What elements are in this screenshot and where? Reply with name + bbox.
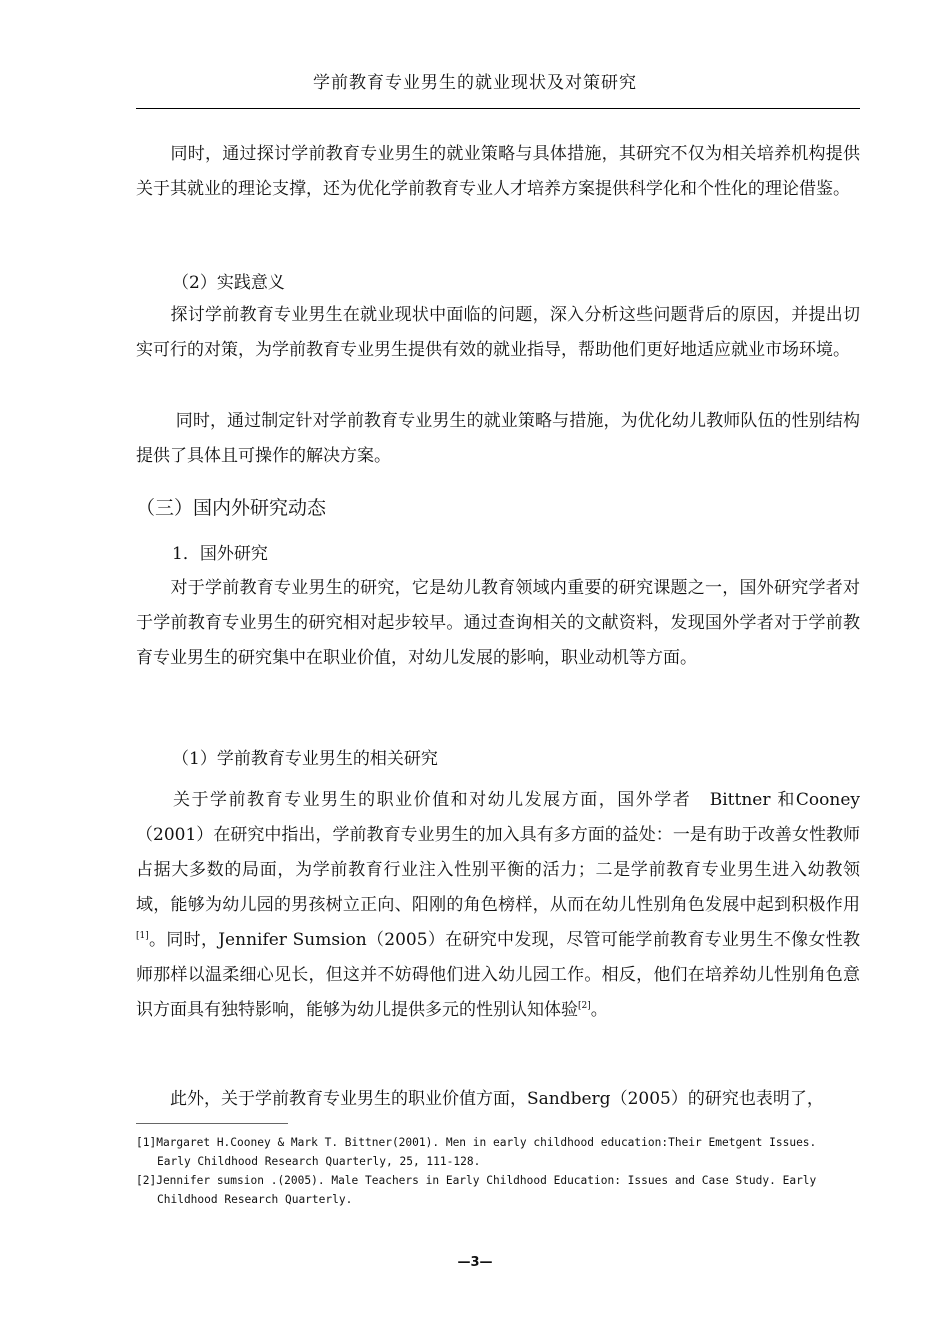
paragraph-foreign-research: 对于学前教育专业男生的研究，它是幼儿教育领域内重要的研究课题之一，国外研究学者对于学前教育专业男生的研究相对起步较早。通过查询相关的文献资料，发现国外学者对于学前教育专业男生的研究集中在职业价值，对幼儿发展的影响，职业动机等方面。 bbox=[136, 578, 860, 668]
footnote-2 bbox=[136, 1171, 862, 1209]
paragraph-practical-problems: 探讨学前教育专业男生在就业现状中面临的问题，深入分析这些问题背后的原因，并提出切实可行的对策，为学前教育专业男生提供有效的就业指导，帮助他们更好地适应就业市场环境。 bbox=[136, 305, 860, 360]
paragraph-career-value bbox=[136, 783, 860, 1028]
footnote-1-line2: Early Childhood Research Quarterly, 25, 111-128. bbox=[157, 1155, 481, 1168]
citation-1: [1] bbox=[136, 931, 149, 941]
footnote-divider bbox=[136, 1123, 288, 1124]
running-header: 学前教育专业男生的就业现状及对策研究 bbox=[313, 73, 637, 93]
paragraph-theory-reference: 同时，通过探讨学前教育专业男生的就业策略与具体措施，其研究不仅为相关培养机构提供关于其就业的理论支撑，还为优化学前教育专业人才培养方案提供科学化和个性化的理论借鉴。 bbox=[136, 144, 860, 199]
citation-2: [2] bbox=[578, 1001, 591, 1011]
heading-foreign-research: 1．国外研究 bbox=[172, 544, 268, 564]
paragraph-sandberg: 此外，关于学前教育专业男生的职业价值方面，Sandberg（2005）的研究也表明了， bbox=[136, 1089, 824, 1109]
page-number: —3— bbox=[457, 1255, 493, 1270]
header-divider bbox=[136, 108, 860, 109]
section-heading-research-trends: （三）国内外研究动态 bbox=[136, 497, 327, 519]
footnote-1-line1: [1]Margaret H.Cooney & Mark T. Bittner(2001). Men in early childhood education:Their Emetgent Issues. bbox=[136, 1136, 817, 1149]
heading-practical-significance: （2）实践意义 bbox=[172, 273, 285, 293]
footnote-2-line1: [2]Jennifer sumsion .(2005). Male Teachers in Early Childhood Education: Issues and Case Study. Early bbox=[136, 1174, 817, 1187]
footnote-1 bbox=[136, 1133, 862, 1171]
career-value-text-a: 关于学前教育专业男生的职业价值和对幼儿发展方面，国外学者 Bittner 和Cooney （2001）在研究中指出，学前教育专业男生的加入具有多方面的益处：一是有助于改善女性教师占据大多数的局面，为学前教育行业注入性别平衡的活力；二是学前教育专业男生进入幼教领域，能够为幼儿园的男孩树立正向、阳刚的角色榜样，从而在幼儿性别角色发展中起到积极作用 bbox=[136, 790, 860, 915]
career-value-text-b: 。同时，Jennifer Sumsion（2005）在研究中发现，尽管可能学前教育专业男生不像女性教师那样以温柔细心见长，但这并不妨碍他们进入幼儿园工作。相反，他们在培养幼儿性别角色意识方面具有独特影响，能够为幼儿提供多元的性别认知体验 bbox=[136, 930, 860, 1020]
paragraph-practical-structure: 同时，通过制定针对学前教育专业男生的就业策略与措施，为优化幼儿教师队伍的性别结构提供了具体且可操作的解决方案。 bbox=[136, 411, 860, 466]
heading-related-research: （1）学前教育专业男生的相关研究 bbox=[172, 749, 438, 769]
footnote-2-line2: Childhood Research Quarterly. bbox=[157, 1193, 353, 1206]
career-value-text-c: 。 bbox=[590, 1000, 608, 1020]
